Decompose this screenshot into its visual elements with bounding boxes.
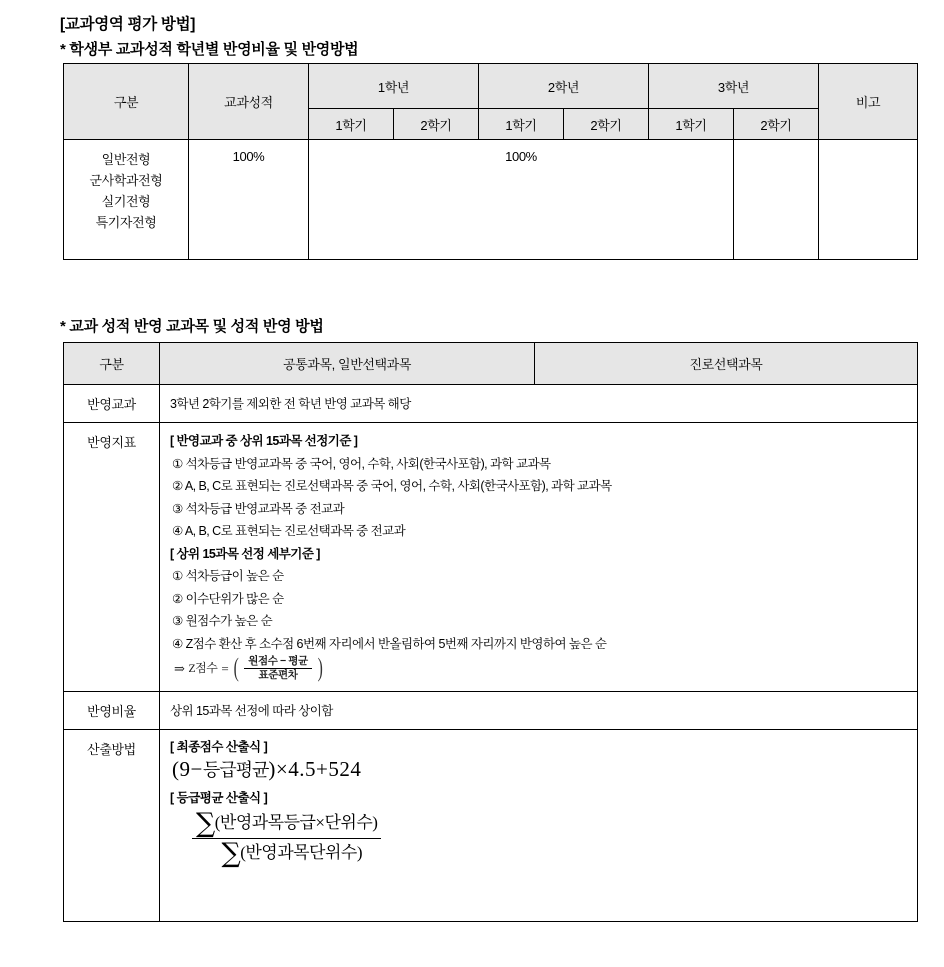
th-remarks: 비고	[819, 64, 918, 140]
cell-calculation-method-value	[160, 730, 918, 922]
row-label-reflected-index: 반영지표	[64, 423, 160, 692]
final-score-formula	[170, 756, 917, 788]
final-multiplier: 4.5	[288, 756, 316, 781]
criteria-item: ④ A, B, C로 표현되는 진로선택과목 중 전교과	[172, 524, 406, 538]
cell-reflected-index-value	[160, 423, 918, 692]
zscore-fraction	[244, 656, 311, 680]
cell-subject-grade-value: 100%	[189, 140, 309, 260]
sigma-icon: ∑	[196, 808, 215, 839]
cell-remarks-value	[819, 140, 918, 260]
th-division: 구분	[64, 64, 189, 140]
final-grade-avg: 등급평균	[202, 759, 269, 780]
criteria-heading-1: [ 반영교과 중 상위 15과목 선정기준 ]	[170, 434, 358, 448]
th-semester-2-2: 2학기	[564, 109, 649, 140]
th-division-2: 구분	[64, 343, 160, 385]
admission-type-item: 실기전형	[101, 194, 151, 210]
cell-admission-types	[64, 140, 189, 260]
final-minus: −	[190, 756, 203, 781]
grade-average-numerator	[192, 810, 381, 839]
grade-average-fraction	[192, 810, 381, 867]
cell-grade3-sem2-value	[734, 140, 819, 260]
th-grade2: 2학년	[479, 64, 649, 109]
zscore-arrow: ⇒	[174, 660, 185, 676]
section-title-subject-method: * 교과 성적 반영 교과목 및 성적 반영 방법	[60, 318, 324, 335]
paren-open-icon: (	[233, 652, 239, 682]
th-semester-1-2: 2학기	[394, 109, 479, 140]
final-plus: +	[316, 756, 329, 781]
final-paren-close: )	[268, 756, 276, 781]
sigma-icon: ∑	[221, 838, 241, 869]
th-semester-3-1: 1학기	[649, 109, 734, 140]
cell-reflection-value: 100%	[309, 140, 734, 260]
grade-average-numerator-text: (반영과목등급×단위수)	[214, 813, 378, 832]
paren-close-icon: )	[317, 652, 323, 682]
criteria-heading-2: [ 상위 15과목 선정 세부기준 ]	[170, 546, 320, 561]
final-score-heading: [ 최종점수 산출식 ]	[170, 740, 268, 754]
admission-type-item: 특기자전형	[95, 215, 157, 231]
criteria-item: ② A, B, C로 표현되는 진로선택과목 중 국어, 영어, 수학, 사회(한국사포함), 과학 교과목	[172, 479, 612, 493]
page-title: [교과영역 평가 방법]	[60, 16, 196, 33]
detail-criteria-item: ② 이수단위가 많은 순	[172, 591, 284, 606]
th-career-elective: 진로선택과목	[535, 343, 918, 385]
criteria-item: ③ 석차등급 반영교과목 중 전교과	[172, 501, 345, 516]
th-semester-1-1: 1학기	[309, 109, 394, 140]
grade-average-heading: [ 등급평균 산출식 ]	[170, 790, 268, 805]
detail-criteria-item: ③ 원점수가 높은 순	[172, 614, 273, 628]
table-subject-method	[63, 342, 918, 922]
final-paren-open: (	[172, 756, 180, 781]
criteria-item: ① 석차등급 반영교과목 중 국어, 영어, 수학, 사회(한국사포함), 과학 교과목	[172, 456, 551, 471]
row-label-reflected-subject: 반영교과	[64, 385, 160, 423]
final-times: ×	[275, 756, 289, 781]
section-title-grade-ratio: * 학생부 교과성적 학년별 반영비율 및 반영방법	[60, 41, 359, 58]
cell-reflection-ratio-value	[160, 692, 918, 730]
admission-type-item: 일반전형	[101, 152, 151, 167]
zscore-formula	[170, 652, 917, 684]
detail-criteria-item: ① 석차등급이 높은 순	[172, 569, 284, 583]
th-grade1: 1학년	[309, 64, 479, 109]
zscore-equals: =	[221, 660, 229, 676]
th-common-general: 공통과목, 일반선택과목	[160, 343, 535, 385]
detail-criteria-item: ④ Z점수 환산 후 소수점 6번째 자리에서 반올림하여 5번째 자리까지 반영하여 높은 순	[172, 636, 607, 651]
th-semester-2-1: 1학기	[479, 109, 564, 140]
calculation-method-content	[170, 737, 917, 871]
reflected-subject-text: 3학년 2학기를 제외한 전 학년 반영 교과목 해당	[170, 396, 411, 411]
grade-average-denominator	[207, 839, 366, 867]
zscore-numerator: 원점수 − 평균	[244, 656, 311, 669]
th-semester-3-2: 2학기	[734, 109, 819, 140]
grade-average-denominator-text: (반영과목단위수)	[240, 843, 362, 862]
row-label-calculation-method: 산출방법	[64, 730, 160, 922]
zscore-denominator: 표준편차	[258, 668, 298, 681]
zscore-label: Z점수	[188, 661, 218, 675]
reflection-ratio-text: 상위 15과목 선정에 따라 상이함	[170, 703, 333, 718]
cell-reflected-subject-value	[160, 385, 918, 423]
row-label-reflection-ratio: 반영비율	[64, 692, 160, 730]
final-constant: 524	[328, 756, 362, 781]
th-grade3: 3학년	[649, 64, 819, 109]
th-subject-grade: 교과성적	[189, 64, 309, 140]
table-grade-ratio	[63, 63, 918, 260]
admission-type-item: 군사학과전형	[89, 173, 163, 189]
reflected-index-content	[170, 430, 917, 684]
grade-average-formula	[170, 806, 917, 871]
final-nine: 9	[179, 756, 191, 781]
